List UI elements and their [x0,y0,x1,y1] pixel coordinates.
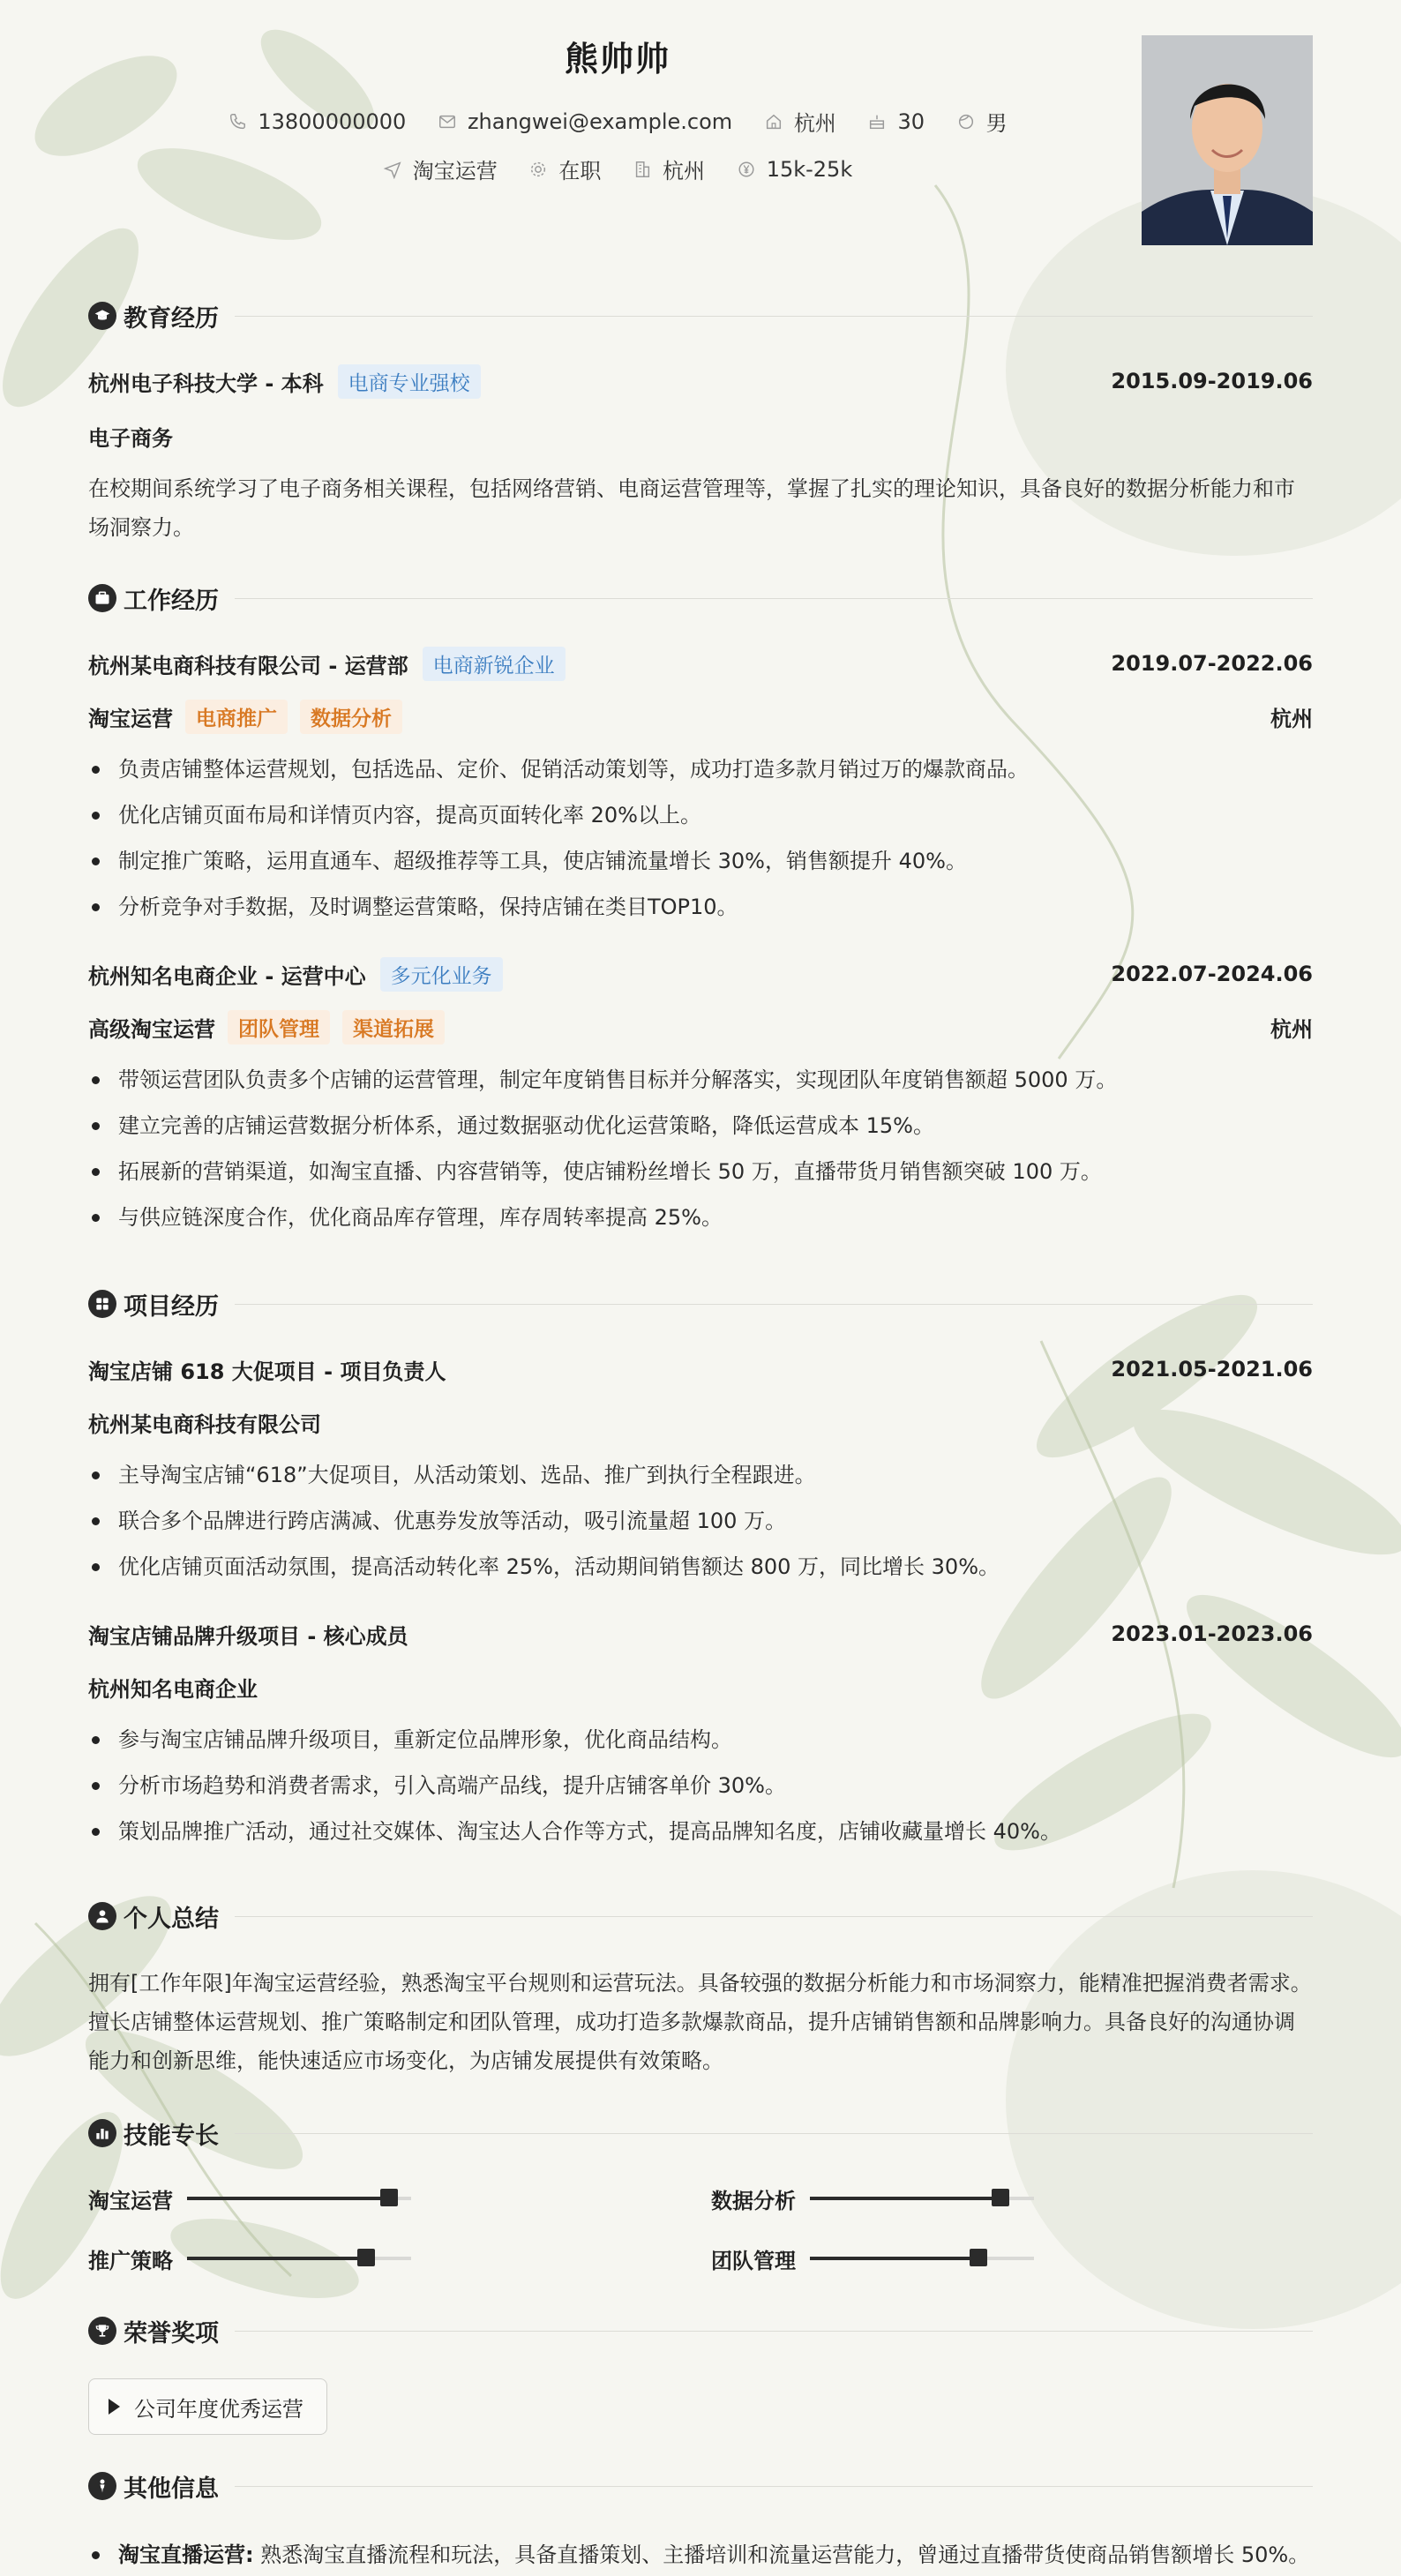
list-item: 策划品牌推广活动，通过社交媒体、淘宝达人合作等方式，提高品牌知名度，店铺收藏量增长 40%。 [88,1814,1313,1860]
education-row [88,363,1313,399]
other-info-text: 熟悉淘宝直播流程和玩法，具备直播策划、主播培训和流量运营能力，曾通过直播带货使商品销售额增长 50%。 [260,2542,1310,2567]
skill-label: 淘宝运营 [88,2188,173,2213]
job-location: 杭州 [1270,706,1313,731]
list-item: 拓展新的营销渠道，如淘宝直播、内容营销等，使店铺粉丝增长 50 万，直播带货月销售额突破 100 万。 [88,1154,1313,1200]
project-company-row [88,1404,1313,1440]
section-title: 项目经历 [124,1292,219,1321]
info-person-icon [88,2472,116,2500]
section-divider [235,2331,1313,2332]
company-name: 杭州知名电商企业 - 运营中心 [88,963,366,989]
email-info [438,109,732,134]
skill-bar [187,2197,411,2200]
company-tag: 电商新锐企业 [423,647,566,681]
user-icon [88,1902,116,1930]
list-item: 优化店铺页面活动氛围，提高活动转化率 25%，活动期间销售额达 800 万，同比增长 30%。 [88,1549,1313,1595]
bar-chart-icon [88,2119,116,2147]
list-item: 带领运营团队负责多个店铺的运营管理，制定年度销售目标并分解落实，实现团队年度销售额超 5000 万。 [88,1062,1313,1108]
project-company-row [88,1669,1313,1704]
section-divider [235,2133,1313,2134]
section-title: 技能专长 [124,2122,219,2150]
section-divider [235,316,1313,317]
contact-row [0,106,1235,137]
project-date: 2023.01-2023.06 [1111,1621,1313,1646]
job-date: 2022.07-2024.06 [1111,962,1313,986]
expected-city-info [633,154,705,184]
projects-section-header [88,1286,1313,1322]
section-title: 工作经历 [124,587,219,615]
skill-label: 推广策略 [88,2248,173,2273]
job-intent-row [0,154,1235,184]
summary-section-header [88,1898,1313,1934]
building-icon [633,160,652,179]
skill-knob [992,2189,1009,2206]
major: 电子商务 [88,425,173,451]
profile-photo [1142,35,1313,245]
list-item: 主导淘宝店铺“618”大促项目，从活动策划、选品、推广到执行全程跟进。 [88,1457,1313,1503]
project-company: 杭州某电商科技有限公司 [88,1412,321,1437]
project-name: 淘宝店铺品牌升级项目 - 核心成员 [88,1623,408,1649]
gender-info [956,106,1008,137]
education-date: 2015.09-2019.06 [1111,369,1313,393]
work-section-header [88,580,1313,616]
project-name: 淘宝店铺 618 大促项目 - 项目负责人 [88,1359,446,1384]
trophy-icon [88,2317,116,2345]
company-tag: 多元化业务 [380,957,503,992]
phone-icon [228,112,247,131]
skill-tag: 团队管理 [228,1010,330,1045]
job-status: 在职 [558,159,602,183]
project-date: 2021.05-2021.06 [1111,1357,1313,1382]
skill-fill [810,2257,978,2260]
list-item: 与供应链深度合作，优化商品库存管理，库存周转率提高 25%。 [88,1200,1313,1246]
award-item [88,2378,327,2435]
job-role: 淘宝运营 [88,706,173,731]
list-item: 分析市场趋势和消费者需求，引入高端产品线，提升店铺客单价 30%。 [88,1768,1313,1814]
list-item: 分析竞争对手数据，及时调整运营策略，保持店铺在类目TOP10。 [88,889,1313,935]
list-item: 优化店铺页面布局和详情页内容，提高页面转化率 20%以上。 [88,798,1313,843]
skill-item [711,2241,1034,2276]
section-divider [235,598,1313,599]
skill-item [711,2181,1034,2216]
yen-coin-icon [737,160,756,179]
summary-text: 拥有[工作年限]年淘宝运营经验，熟悉淘宝平台规则和运营玩法。具备较强的数据分析能力和市场洞察力，能精准把握消费者需求。擅长店铺整体运营规划、推广策略制定和团队管理，成功打造多款爆款商品，提升店铺销售额和品牌影响力。具备良好的沟通协调能力和创新思维，能快速适应市场变化，为店铺发展提供有效策略。 [88,1971,1312,2073]
skill-tag: 电商推广 [185,700,288,734]
list-item: 参与淘宝店铺品牌升级项目，重新定位品牌形象，优化商品结构。 [88,1722,1313,1768]
skill-knob [380,2189,398,2206]
briefcase-icon [88,584,116,612]
section-title: 教育经历 [124,304,219,333]
job-bullets [88,752,1313,935]
list-item: 联合多个品牌进行跨店满减、优惠券发放等活动，吸引流量超 100 万。 [88,1503,1313,1549]
skill-tag: 数据分析 [300,700,402,734]
education-section-header [88,298,1313,333]
project-bullets [88,1457,1313,1595]
skill-knob [970,2249,987,2266]
company-name: 杭州某电商科技有限公司 - 运营部 [88,653,408,678]
section-title: 个人总结 [124,1905,219,1933]
list-item: 建立完善的店铺运营数据分析体系，通过数据驱动优化运营策略，降低运营成本 15%。 [88,1108,1313,1154]
other-section-header [88,2468,1313,2504]
other-info-line [88,2537,1313,2572]
city-info [764,106,836,137]
project-bullets [88,1722,1313,1860]
job-header [88,956,1313,992]
city: 杭州 [793,111,836,136]
list-item: 制定推广策略，运用直通车、超级推荐等工具，使店铺流量增长 30%，销售额提升 40%。 [88,843,1313,889]
skill-label: 数据分析 [711,2188,796,2213]
status-info [528,154,601,184]
school-name: 杭州电子科技大学 - 本科 [88,371,324,396]
target-position: 淘宝运营 [412,159,498,183]
phone-info [228,109,406,134]
cake-icon [867,112,887,131]
candidate-name: 熊帅帅 [564,40,671,79]
job-role-row [88,699,1313,734]
skill-label: 团队管理 [711,2248,796,2273]
other-info-label: 淘宝直播运营: [118,2542,254,2567]
home-icon [764,112,783,131]
skill-bar [810,2197,1034,2200]
age-info [867,109,925,134]
skill-tag: 渠道拓展 [342,1010,445,1045]
salary-info [737,157,853,182]
project-company: 杭州知名电商企业 [88,1676,258,1702]
skill-bar [810,2257,1034,2260]
age: 30 [897,109,925,134]
awards-section-header [88,2313,1313,2348]
award-label: 公司年度优秀运营 [134,2396,303,2422]
user-face-icon [956,112,976,131]
job-role-row [88,1009,1313,1045]
mail-icon [438,112,457,131]
grid-icon [88,1290,116,1318]
skill-item [88,2241,411,2276]
skill-knob [357,2249,375,2266]
position-info [383,154,498,184]
section-title: 其他信息 [124,2475,219,2503]
job-bullets [88,1062,1313,1246]
project-header [88,1616,1313,1651]
gear-icon [528,160,548,179]
gender: 男 [985,111,1008,136]
send-icon [383,160,402,179]
expected-city: 杭州 [663,159,706,183]
skill-bar [187,2257,411,2260]
skill-fill [187,2257,366,2260]
section-divider [235,2486,1313,2487]
education-description: 在校期间系统学习了电子商务相关课程，包括网络营销、电商运营管理等，掌握了扎实的理论知识，具备良好的数据分析能力和市场洞察力。 [88,476,1295,540]
section-title: 荣誉奖项 [124,2319,219,2348]
skill-item [88,2181,411,2216]
section-divider [235,1304,1313,1305]
phone-number: 13800000000 [258,109,407,134]
job-role: 高级淘宝运营 [88,1016,215,1042]
major-row [88,418,1313,453]
project-header [88,1352,1313,1387]
graduation-cap-icon [88,302,116,330]
list-item: 负责店铺整体运营规划，包括选品、定价、促销活动策划等，成功打造多款月销过万的爆款商品。 [88,752,1313,798]
play-icon [109,2399,120,2415]
section-divider [235,1916,1313,1917]
skills-section-header [88,2115,1313,2151]
skill-fill [810,2197,1000,2200]
school-tag: 电商专业强校 [338,364,481,399]
job-header [88,646,1313,681]
job-date: 2019.07-2022.06 [1111,651,1313,676]
job-location: 杭州 [1270,1016,1313,1042]
email-address: zhangwei@example.com [467,109,733,134]
expected-salary: 15k-25k [766,156,853,182]
skill-fill [187,2197,389,2200]
